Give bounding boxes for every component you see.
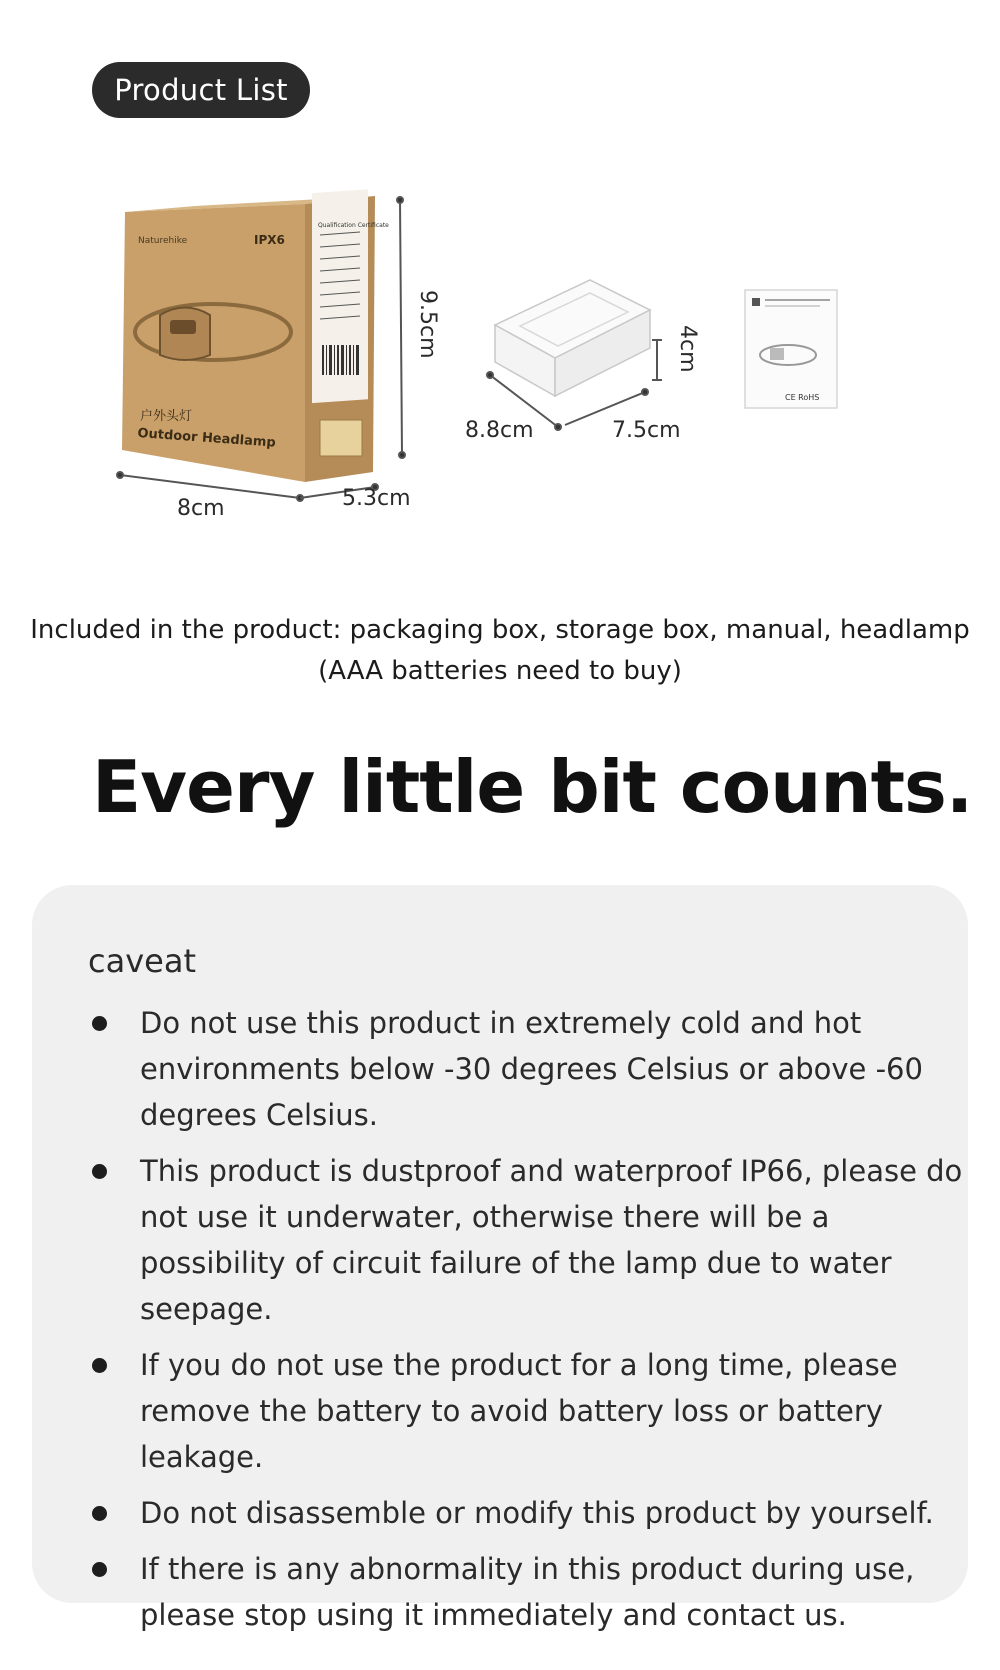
caveat-item: [88, 1490, 968, 1536]
case-width-label: 8.8cm: [465, 418, 534, 443]
caveat-item: [88, 1000, 968, 1138]
caveat-title: caveat: [88, 942, 196, 980]
bullet-icon: [92, 1562, 107, 1577]
box-brand: Naturehike: [138, 236, 188, 246]
caveat-item: [88, 1546, 968, 1638]
box-rating: IPX6: [254, 233, 285, 247]
included-line-2: (AAA batteries need to buy): [318, 656, 682, 686]
box-width-label: 8cm: [177, 496, 225, 521]
storage-case: [495, 280, 650, 396]
box-height-label: 9.5cm: [415, 290, 440, 359]
case-depth-label: 7.5cm: [612, 418, 681, 443]
caveat-item-text: If you do not use the product for a long time, please remove the battery to avoid battery loss or battery leakage.: [140, 1348, 898, 1474]
section-label: Product List: [114, 73, 288, 107]
bullet-icon: [92, 1506, 107, 1521]
caveat-item-text: Do not use this product in extremely cold and hot environments below -30 degrees Celsius or above -60 degrees Celsius.: [140, 1006, 923, 1132]
included-line-1: Included in the product: packaging box, storage box, manual, headlamp: [30, 615, 970, 645]
box-certificate-heading: Qualification Certificate: [318, 222, 389, 229]
bullet-icon: [92, 1164, 107, 1179]
included-text: [20, 610, 980, 692]
caveat-item-text: This product is dustproof and waterproof IP66, please do not use it underwater, otherwise there will be a possibility of circuit failure of the lamp due to water seepage.: [140, 1154, 963, 1326]
manual-rohs: CE RoHS: [785, 393, 820, 402]
section-label-pill: [92, 62, 310, 118]
caveat-list: [88, 1000, 968, 1648]
caveat-item-text: Do not disassemble or modify this product by yourself.: [140, 1496, 934, 1530]
caveat-item: [88, 1148, 968, 1332]
headline: Every little bit counts.: [92, 745, 973, 829]
caveat-item: [88, 1342, 968, 1480]
bullet-icon: [92, 1358, 107, 1373]
caveat-item-text: If there is any abnormality in this product during use, please stop using it immediately and contact us.: [140, 1552, 915, 1632]
case-height-label: 4cm: [675, 325, 700, 373]
product-illustrations: [0, 150, 1000, 550]
manual-booklet: [745, 290, 837, 408]
product-drawing: [0, 150, 1000, 550]
bullet-icon: [92, 1016, 107, 1031]
box-title-en: Outdoor Headlamp: [136, 426, 277, 451]
box-title-cn: 户外头灯: [140, 409, 193, 424]
box-depth-label: 5.3cm: [342, 486, 411, 511]
